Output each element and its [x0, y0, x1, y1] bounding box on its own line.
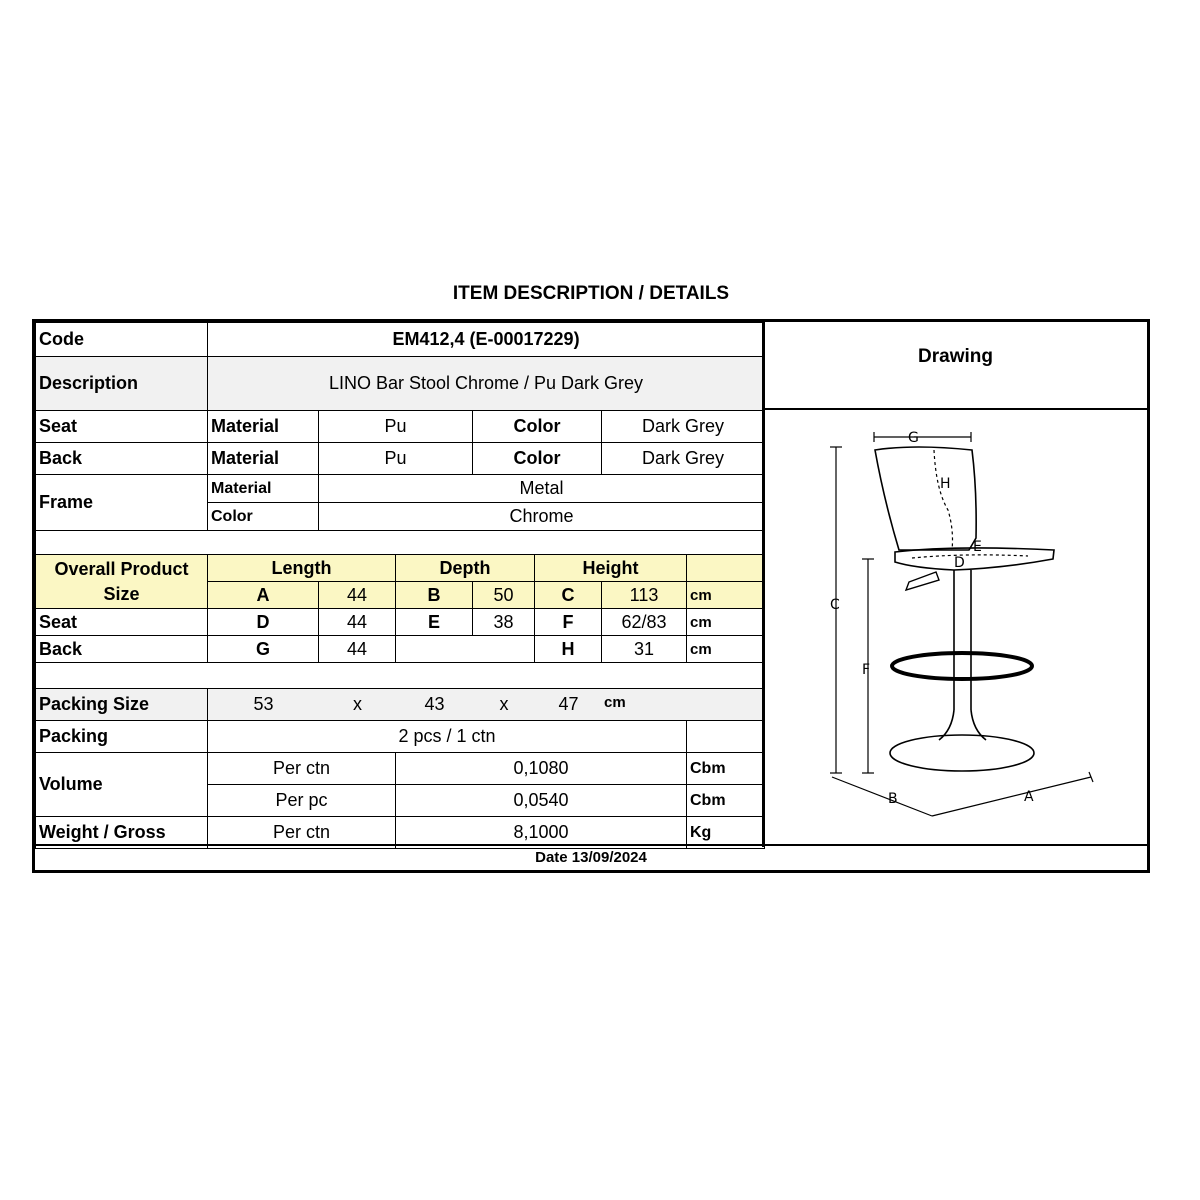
seat-seam	[912, 555, 1028, 558]
volume-unit-ctn: Cbm	[687, 753, 765, 785]
volume-unit-pc: Cbm	[687, 785, 765, 817]
frame-color-value: Chrome	[319, 503, 765, 531]
seat-size-row	[36, 609, 765, 636]
length-header: Length	[208, 555, 396, 582]
packing-length: 53	[253, 694, 274, 714]
volume-ctn-row	[36, 753, 765, 785]
code-label: Code	[36, 323, 208, 357]
base-plate	[890, 735, 1034, 771]
volume-per-pc-label: Per pc	[208, 785, 396, 817]
page-title: ITEM DESCRIPTION / DETAILS	[452, 283, 730, 304]
depth-value: 50	[473, 582, 535, 609]
packing-size-row	[36, 689, 765, 721]
code-e: E	[396, 609, 473, 636]
packing-x-2: x	[499, 694, 509, 714]
frame-color-label: Color	[208, 503, 319, 531]
code-h: H	[535, 636, 602, 663]
packing-row	[36, 721, 765, 753]
volume-per-ctn-label: Per ctn	[208, 753, 396, 785]
back-material-label: Material	[208, 443, 319, 475]
drawing-label-f: F	[862, 662, 871, 678]
dimension-g-line	[874, 432, 971, 442]
seat-f-value: 62/83	[602, 609, 687, 636]
back-size-label: Back	[36, 636, 208, 663]
dimension-a-line	[932, 772, 1093, 816]
packing-value: 2 pcs / 1 ctn	[208, 721, 687, 753]
frame-material-row	[36, 475, 765, 503]
drawing-label-b: B	[888, 791, 898, 807]
seat-label: Seat	[36, 411, 208, 443]
spec-table	[35, 322, 765, 849]
back-label: Back	[36, 443, 208, 475]
spacer-row-2	[36, 663, 765, 689]
packing-height: 47	[558, 694, 579, 714]
drawing-label-d: D	[954, 555, 965, 571]
seat-material-label: Material	[208, 411, 319, 443]
weight-per-ctn-value: 8,1000	[396, 817, 687, 849]
weight-per-ctn-label: Per ctn	[208, 817, 396, 849]
packing-width: 43	[424, 694, 445, 714]
drawing-panel	[762, 322, 1147, 847]
back-material-row	[36, 443, 765, 475]
drawing-label-a: A	[1024, 789, 1034, 805]
dimension-b-line	[832, 777, 932, 816]
frame-material-label: Material	[208, 475, 319, 503]
packing-x-1: x	[353, 694, 362, 714]
seat-e-value: 38	[473, 609, 535, 636]
seat-size-label: Seat	[36, 609, 208, 636]
drawing-label-h: H	[940, 476, 951, 492]
spacer-row	[36, 531, 765, 555]
seat-size-unit: cm	[687, 609, 765, 636]
drawing-label-e: E	[973, 539, 982, 555]
backrest-seam	[934, 450, 953, 550]
code-d: D	[208, 609, 319, 636]
back-size-row	[36, 636, 765, 663]
overall-unit: cm	[687, 582, 765, 609]
frame-label: Frame	[36, 475, 208, 531]
spec-sheet	[32, 319, 1150, 873]
description-value: LINO Bar Stool Chrome / Pu Dark Grey	[208, 357, 765, 411]
overall-header-row	[36, 555, 765, 582]
height-value: 113	[602, 582, 687, 609]
back-material-value: Pu	[319, 443, 473, 475]
depth-header: Depth	[396, 555, 535, 582]
bar-stool-drawing	[764, 410, 1147, 847]
drawing-label-g: G	[908, 430, 919, 446]
back-color-label: Color	[473, 443, 602, 475]
seat-material-row	[36, 411, 765, 443]
foot-ring	[892, 653, 1032, 679]
description-row	[36, 357, 765, 411]
code-a: A	[208, 582, 319, 609]
volume-per-ctn-value: 0,1080	[396, 753, 687, 785]
drawing-header: Drawing	[764, 322, 1147, 410]
code-b: B	[396, 582, 473, 609]
column	[954, 570, 971, 710]
description-label: Description	[36, 357, 208, 411]
seat-material-value: Pu	[319, 411, 473, 443]
code-value: EM412,4 (E-00017229)	[208, 323, 765, 357]
code-c: C	[535, 582, 602, 609]
frame-material-value: Metal	[319, 475, 765, 503]
drawing-label-c: C	[830, 597, 840, 613]
weight-unit: Kg	[687, 817, 765, 849]
seat-color-value: Dark Grey	[602, 411, 765, 443]
weight-label: Weight / Gross	[36, 817, 208, 849]
code-f: F	[535, 609, 602, 636]
packing-size-unit: cm	[604, 694, 626, 711]
back-h-value: 31	[602, 636, 687, 663]
overall-size-label: Overall Product Size	[36, 555, 208, 609]
back-size-unit: cm	[687, 636, 765, 663]
volume-label: Volume	[36, 753, 208, 817]
back-color-value: Dark Grey	[602, 443, 765, 475]
backrest-outline	[875, 447, 976, 550]
length-value: 44	[319, 582, 396, 609]
height-header: Height	[535, 555, 687, 582]
packing-size-label: Packing Size	[36, 689, 208, 721]
date-footer: Date 13/09/2024	[35, 844, 1147, 870]
code-g: G	[208, 636, 319, 663]
packing-label: Packing	[36, 721, 208, 753]
seat-d-value: 44	[319, 609, 396, 636]
back-g-value: 44	[319, 636, 396, 663]
seat-color-label: Color	[473, 411, 602, 443]
code-row	[36, 323, 765, 357]
lift-lever	[906, 572, 939, 590]
volume-per-pc-value: 0,0540	[396, 785, 687, 817]
